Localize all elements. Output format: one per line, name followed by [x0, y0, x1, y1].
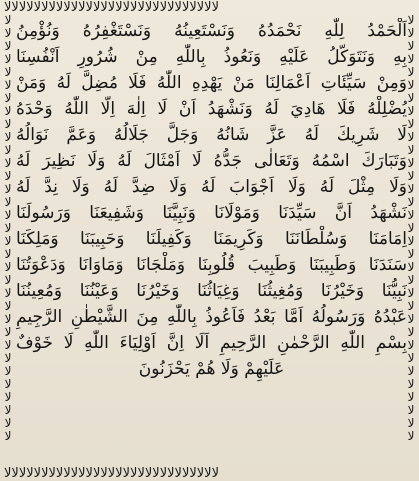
- text-line-5: لَا شَرِيكَ لَهُ عَزَّ شَانُهُ وَجَلَّ جَلَالُهُ وَعَمَّ نَوَالُهُ: [16, 125, 407, 145]
- text-line-8: نَشْهَدُ اَنَّ سَيِّدَنَا وَمَوْلَانَا وَنَبِيَّنَا وَشَفِيعَنَا وَرَسُولَنَا: [16, 203, 407, 223]
- text-line-1: اَلْحَمْدُ لِلّٰهِ نَحْمَدُهُ وَنَسْتَعِينُهُ وَنَسْتَغْفِرُهُ وَنُؤْمِنُ: [16, 21, 407, 41]
- decorative-border-right: ﻻﻻﻻﻻﻻﻻﻻﻻﻻﻻﻻﻻﻻﻻﻻﻻﻻﻻﻻﻻﻻﻻﻻﻻﻻﻻﻻﻻﻻﻻﻻﻻﻻ: [407, 14, 415, 443]
- text-line-13: بِسْمِ اللّٰهِ الرَّحْمٰنِ الرَّحِيمِ اَلَا اِنَّ اَوْلِيَاءَ اللّٰهِ لَا خَوْفٌ: [16, 333, 407, 353]
- decorative-border-left: ﻻﻻﻻﻻﻻﻻﻻﻻﻻﻻﻻﻻﻻﻻﻻﻻﻻﻻﻻﻻﻻﻻﻻﻻﻻﻻﻻﻻﻻﻻﻻﻻﻻ: [4, 14, 12, 443]
- text-line-10: سَنَدَنَا وَطَبِيبَنَا وَطَبِيبَ قُلُوبِنَا وَمَلْجَانَا وَمَاوَانَا وَدَعْوَتُنَا: [16, 255, 407, 275]
- text-line-3: وَمِنْ سَيِّئَاتِ اَعْمَالِنَا مَنْ يَهْدِهِ اللّٰهُ فَلَا مُضِلَّ لَهُ وَمَنْ: [16, 73, 407, 93]
- arabic-sermon-text: [16, 18, 407, 467]
- text-line-2: بِهِ وَنَتَوَكَّلُ عَلَيْهِ وَنَعُوذُ بِاللّٰهِ مِنْ شُرُورِ اَنْفُسِنَا: [16, 47, 407, 67]
- text-line-14: عَلَيْهِمْ وَلَا هُمْ يَحْزَنُونَ: [138, 359, 285, 379]
- decorative-border-bottom: ﻻﻻﻻﻻﻻﻻﻻﻻﻻﻻﻻﻻﻻﻻﻻﻻﻻﻻﻻﻻﻻﻻﻻﻻﻻﻻﻻﻻﻻ: [4, 467, 220, 481]
- decorative-border-top: ﻻﻻﻻﻻﻻﻻﻻﻻﻻﻻﻻﻻﻻﻻﻻﻻﻻﻻﻻﻻﻻﻻﻻﻻﻻﻻﻻﻻﻻ: [4, 1, 220, 15]
- text-line-6: وَتَبَارَكَ اسْمُهُ وَتَعَالٰى جَدُّهُ لَا اَمْثَالَ لَهُ وَلَا نَظِيرَ لَهُ: [16, 151, 407, 171]
- text-line-9: اِمَامَنَا وَسُلْطَانَنَا وَكَرِيمَنَا وَكَفِيلَنَا وَحَبِيبَنَا وَمَلِكَنَا: [16, 229, 407, 249]
- text-line-4: يُضْلِلْهُ فَلَا هَادِيَ لَهُ وَنَشْهَدُ اَنْ لَا اِلٰهَ اِلَّا اللّٰهُ وَحْدَهُ: [16, 99, 407, 119]
- text-line-12: عَبْدُهُ وَرَسُولُهُ اَمَّا بَعْدُ فَاَعُوذُ بِاللّٰهِ مِنَ الشَّيْطٰنِ الرَّجِيمِ: [16, 307, 407, 327]
- text-line-7: وَلَا مِثْلَ لَهُ وَلَا اَجْوَابَ لَهُ وَلَا ضِدَّ لَهُ وَلَا نِدَّ لَهُ: [16, 177, 407, 197]
- text-line-11: نَبِيُّنَا وَخَيْرُنَا وَمُغِيثُنَا وَغِيَاثُنَا وَخَيْرُنَا وَعَيْنُنَا وَمُعِينُنَا: [16, 281, 407, 301]
